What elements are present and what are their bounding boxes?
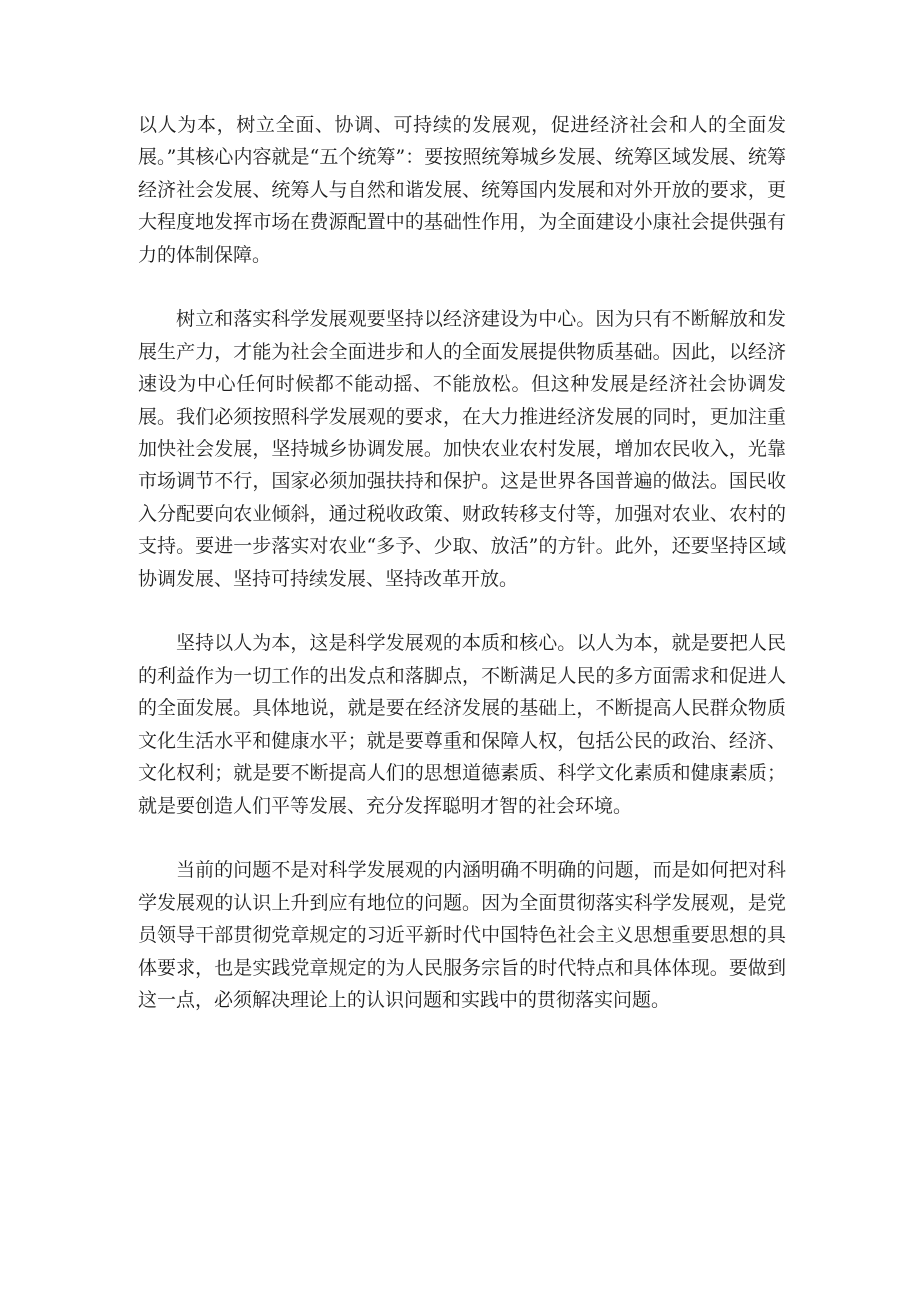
- paragraph-2: 树立和落实科学发展观要坚持以经济建设为中心。因为只有不断解放和发展生产力，才能为社会全面进步和人的全面发展提供物质基础。因此，以经济速设为中心任何时候都不能动摇、不能放松。但这种发展是经济社会协调发展。我们必须按照科学发展观的要求，在大力推进经济发展的同时，更加注重加快社会发展，坚持城乡协调发展。加快农业农村发展，增加农民收入，光靠市场调节不行，国家必须加强扶持和保护。这是世界各国普遍的做法。国民收入分配要向农业倾斜，通过税收政策、财政转移支付等，加强对农业、农村的支持。要进一步落实对农业“多予、少取、放活”的方针。此外，还要坚持区域协调发展、坚持可持续发展、坚持改革开放。: [138, 308, 786, 590]
- document-body: [138, 109, 786, 1049]
- paragraph-3: 坚持以人为本，这是科学发展观的本质和核心。以人为本，就是要把人民的利益作为一切工作的出发点和落脚点，不断满足人民的多方面需求和促进人的全面发展。具体地说，就是要在经济发展的基础上，不断提高人民群众物质文化生活水平和健康水平；就是要尊重和保障人权，包括公民的政治、经济、文化权利；就是要不断提高人们的思想道德素质、科学文化素质和健康素质；就是要创造人们平等发展、充分发挥聪明才智的社会环境。: [138, 632, 786, 817]
- paragraph-4: 当前的问题不是对科学发展观的内涵明确不明确的问题，而是如何把对科学发展观的认识上升到应有地位的问题。因为全面贯彻落实科学发展观，是党员领导干部贯彻党章规定的习近平新时代中国特色社会主义思想重要思想的具体要求，也是实践党章规定的为人民服务宗旨的时代特点和具体体现。要做到这一点，必须解决理论上的认识问题和实践中的贯彻落实问题。: [138, 859, 786, 1011]
- paragraph-1: 以人为本，树立全面、协调、可持续的发展观，促进经济社会和人的全面发展。”其核心内容就是“五个统筹”：要按照统筹城乡发展、统筹区域发展、统筹经济社会发展、统筹人与自然和谐发展、统筹国内发展和对外开放的要求，更大程度地发挥市场在费源配置中的基础性作用，为全面建设小康社会提供强有力的体制保障。: [138, 114, 786, 266]
